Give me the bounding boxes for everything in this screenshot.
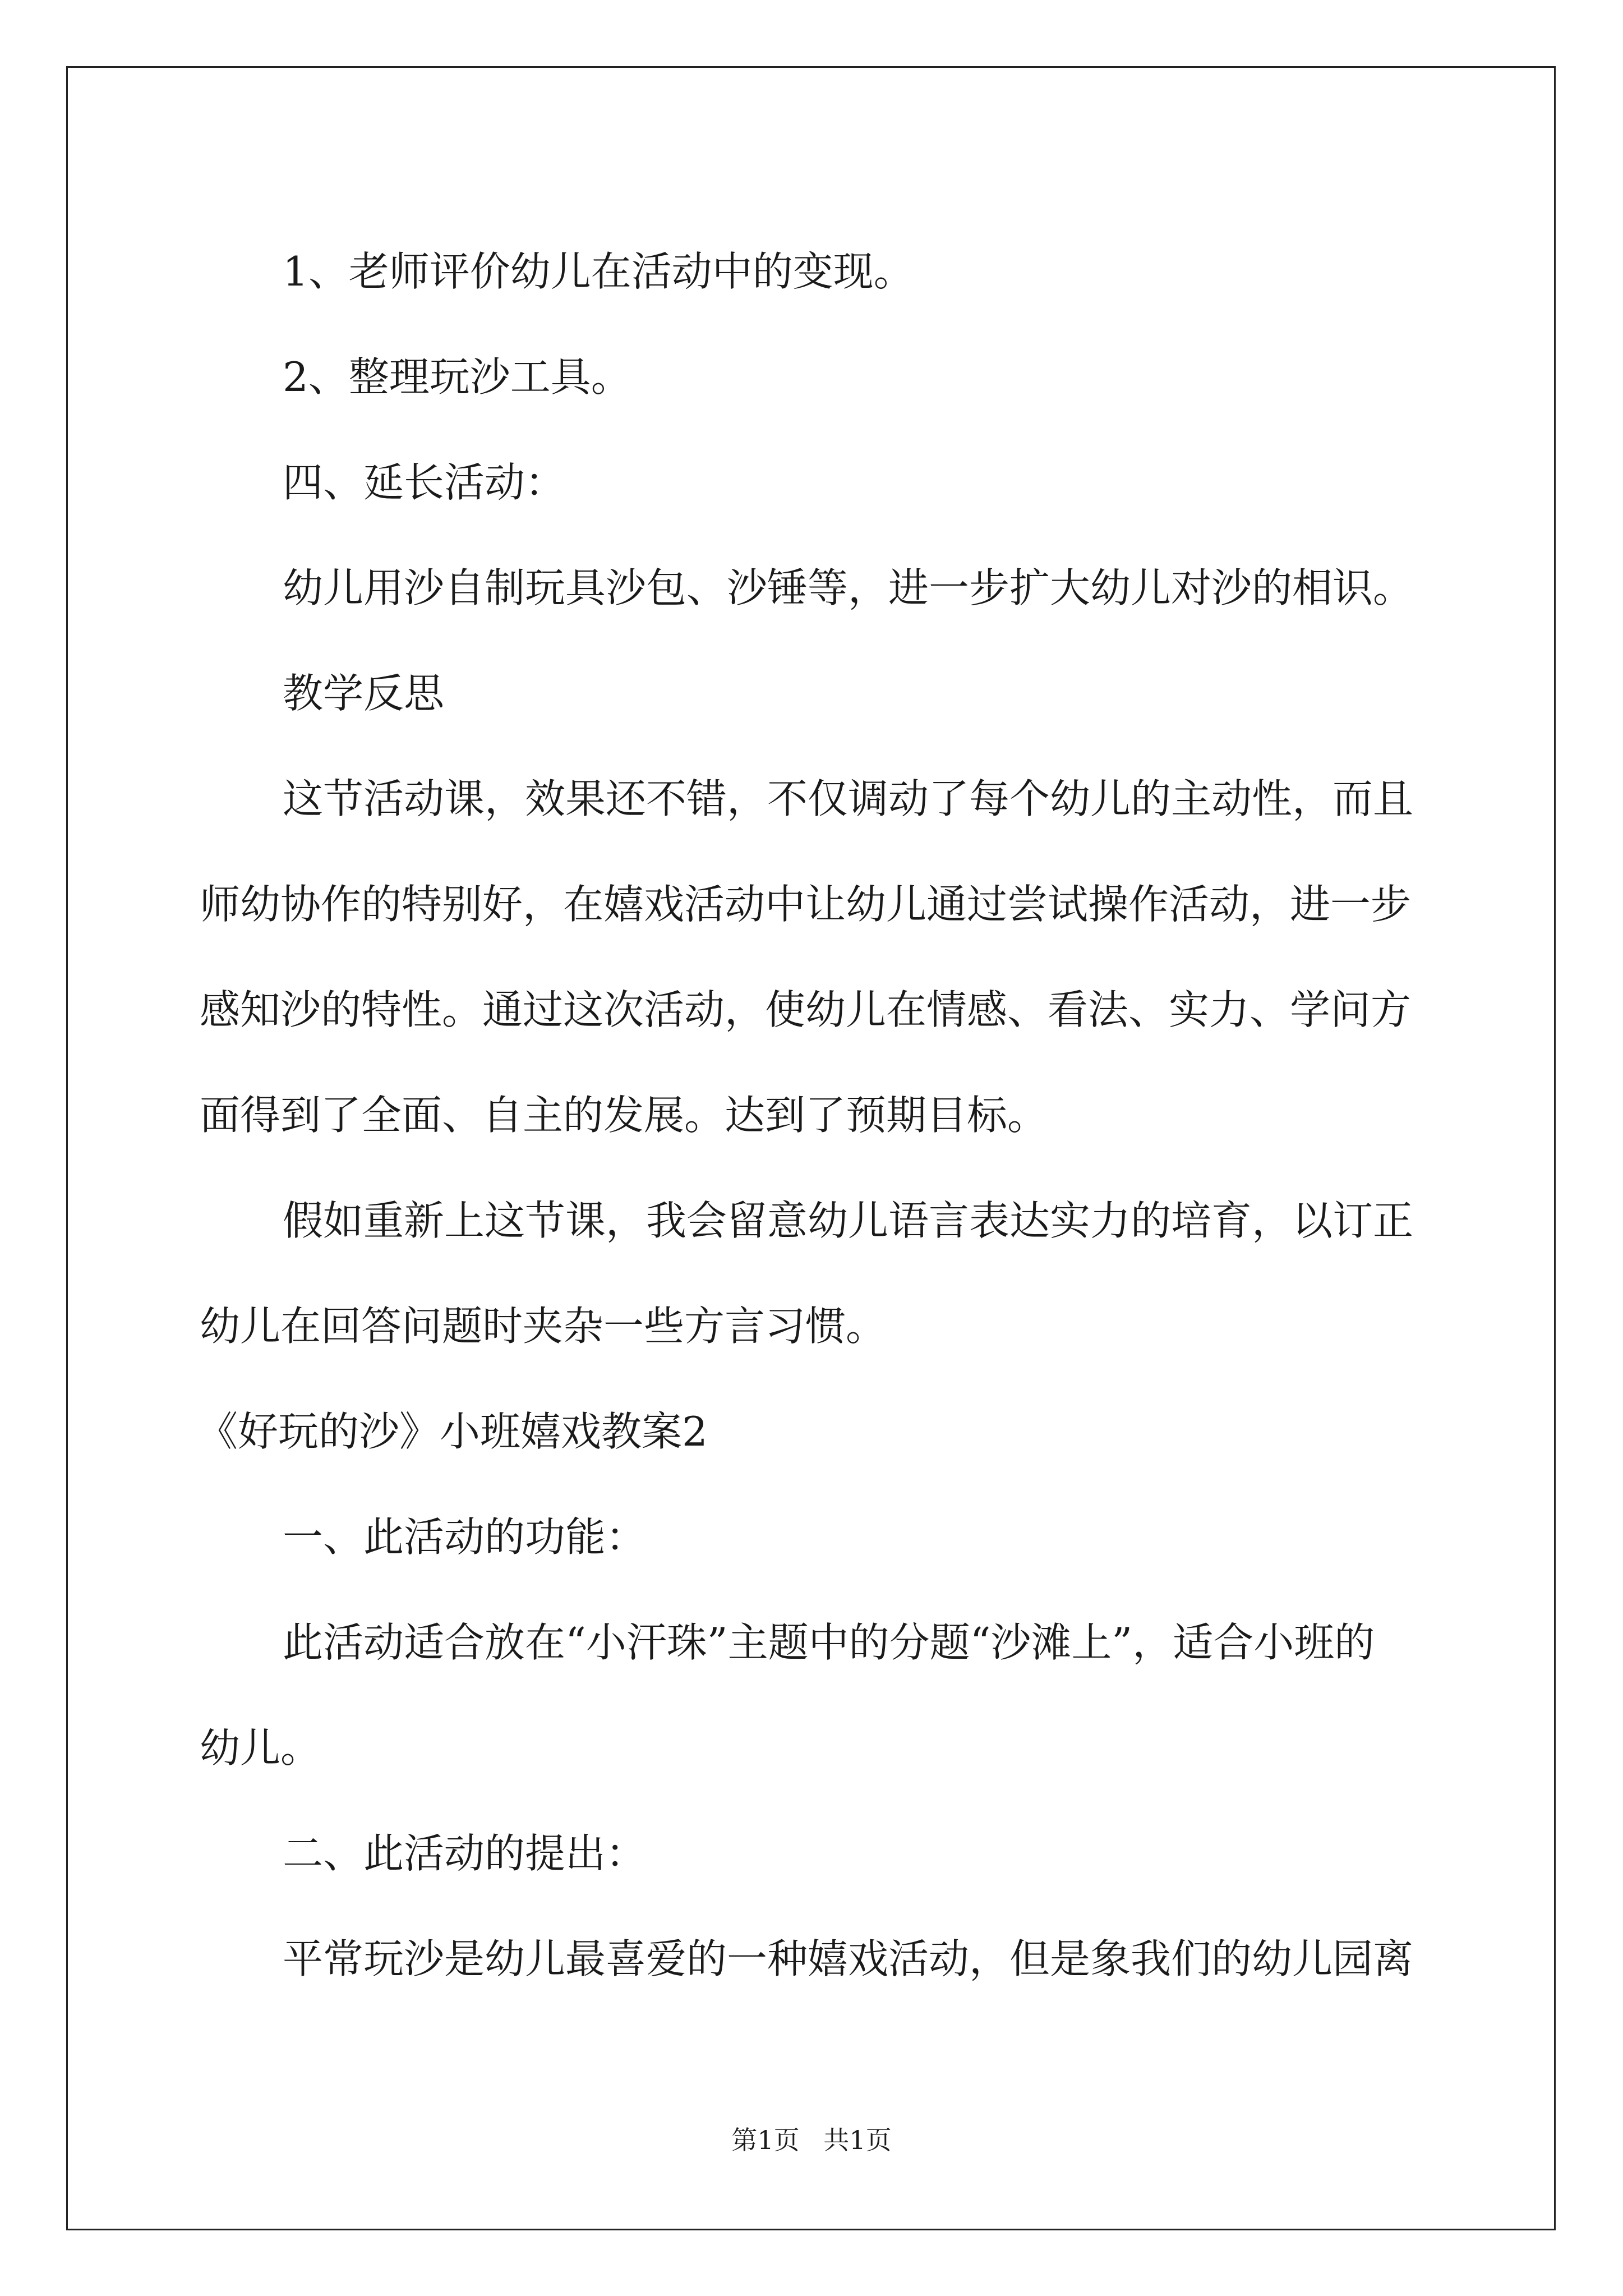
- paragraph-extension-activity: 幼儿用沙自制玩具沙包、沙锤等，进一步扩大幼儿对沙的相识。: [283, 564, 1414, 611]
- document-body: [197, 219, 1423, 2012]
- reflection-line-4: 面得到了全面、自主的发展。达到了预期目标。: [200, 1092, 1048, 1139]
- total-pages: 共1页: [823, 2125, 892, 2155]
- improvement-line-2: 幼儿在回答问题时夹杂一些方言习惯。: [200, 1303, 887, 1350]
- section-heading-extension: 四、延长活动：: [283, 459, 566, 506]
- section-heading-function: 一、此活动的功能：: [283, 1513, 647, 1561]
- improvement-line-1: 假如重新上这节课，我会留意幼儿语言表达实力的培育，以订正: [283, 1197, 1414, 1244]
- paragraph-evaluation: 1、老师评价幼儿在活动中的变现。: [283, 248, 914, 295]
- reflection-line-3: 感知沙的特性。通过这次活动，使幼儿在情感、看法、实力、学问方: [200, 986, 1412, 1033]
- section-heading-reflection: 教学反思: [283, 670, 445, 717]
- page-footer: [0, 2123, 1623, 2157]
- reflection-line-2: 师幼协作的特别好，在嬉戏活动中让幼儿通过尝试操作活动，进一步: [200, 881, 1412, 928]
- lesson-plan-title: 《好玩的沙》小班嬉戏教案2: [197, 1408, 708, 1455]
- paragraph-tidy-tools: 2、整理玩沙工具。: [283, 353, 631, 401]
- reflection-line-1: 这节活动课，效果还不错，不仅调动了每个幼儿的主动性，而且: [283, 775, 1414, 822]
- section-heading-proposal: 二、此活动的提出：: [283, 1830, 647, 1877]
- function-line-1: 此活动适合放在“小汗珠”主题中的分题“沙滩上”，适合小班的: [283, 1619, 1375, 1666]
- function-line-2: 幼儿。: [200, 1724, 321, 1772]
- proposal-line-1: 平常玩沙是幼儿最喜爱的一种嬉戏活动，但是象我们的幼儿园离: [283, 1935, 1414, 1982]
- page-number: 第1页: [731, 2125, 800, 2155]
